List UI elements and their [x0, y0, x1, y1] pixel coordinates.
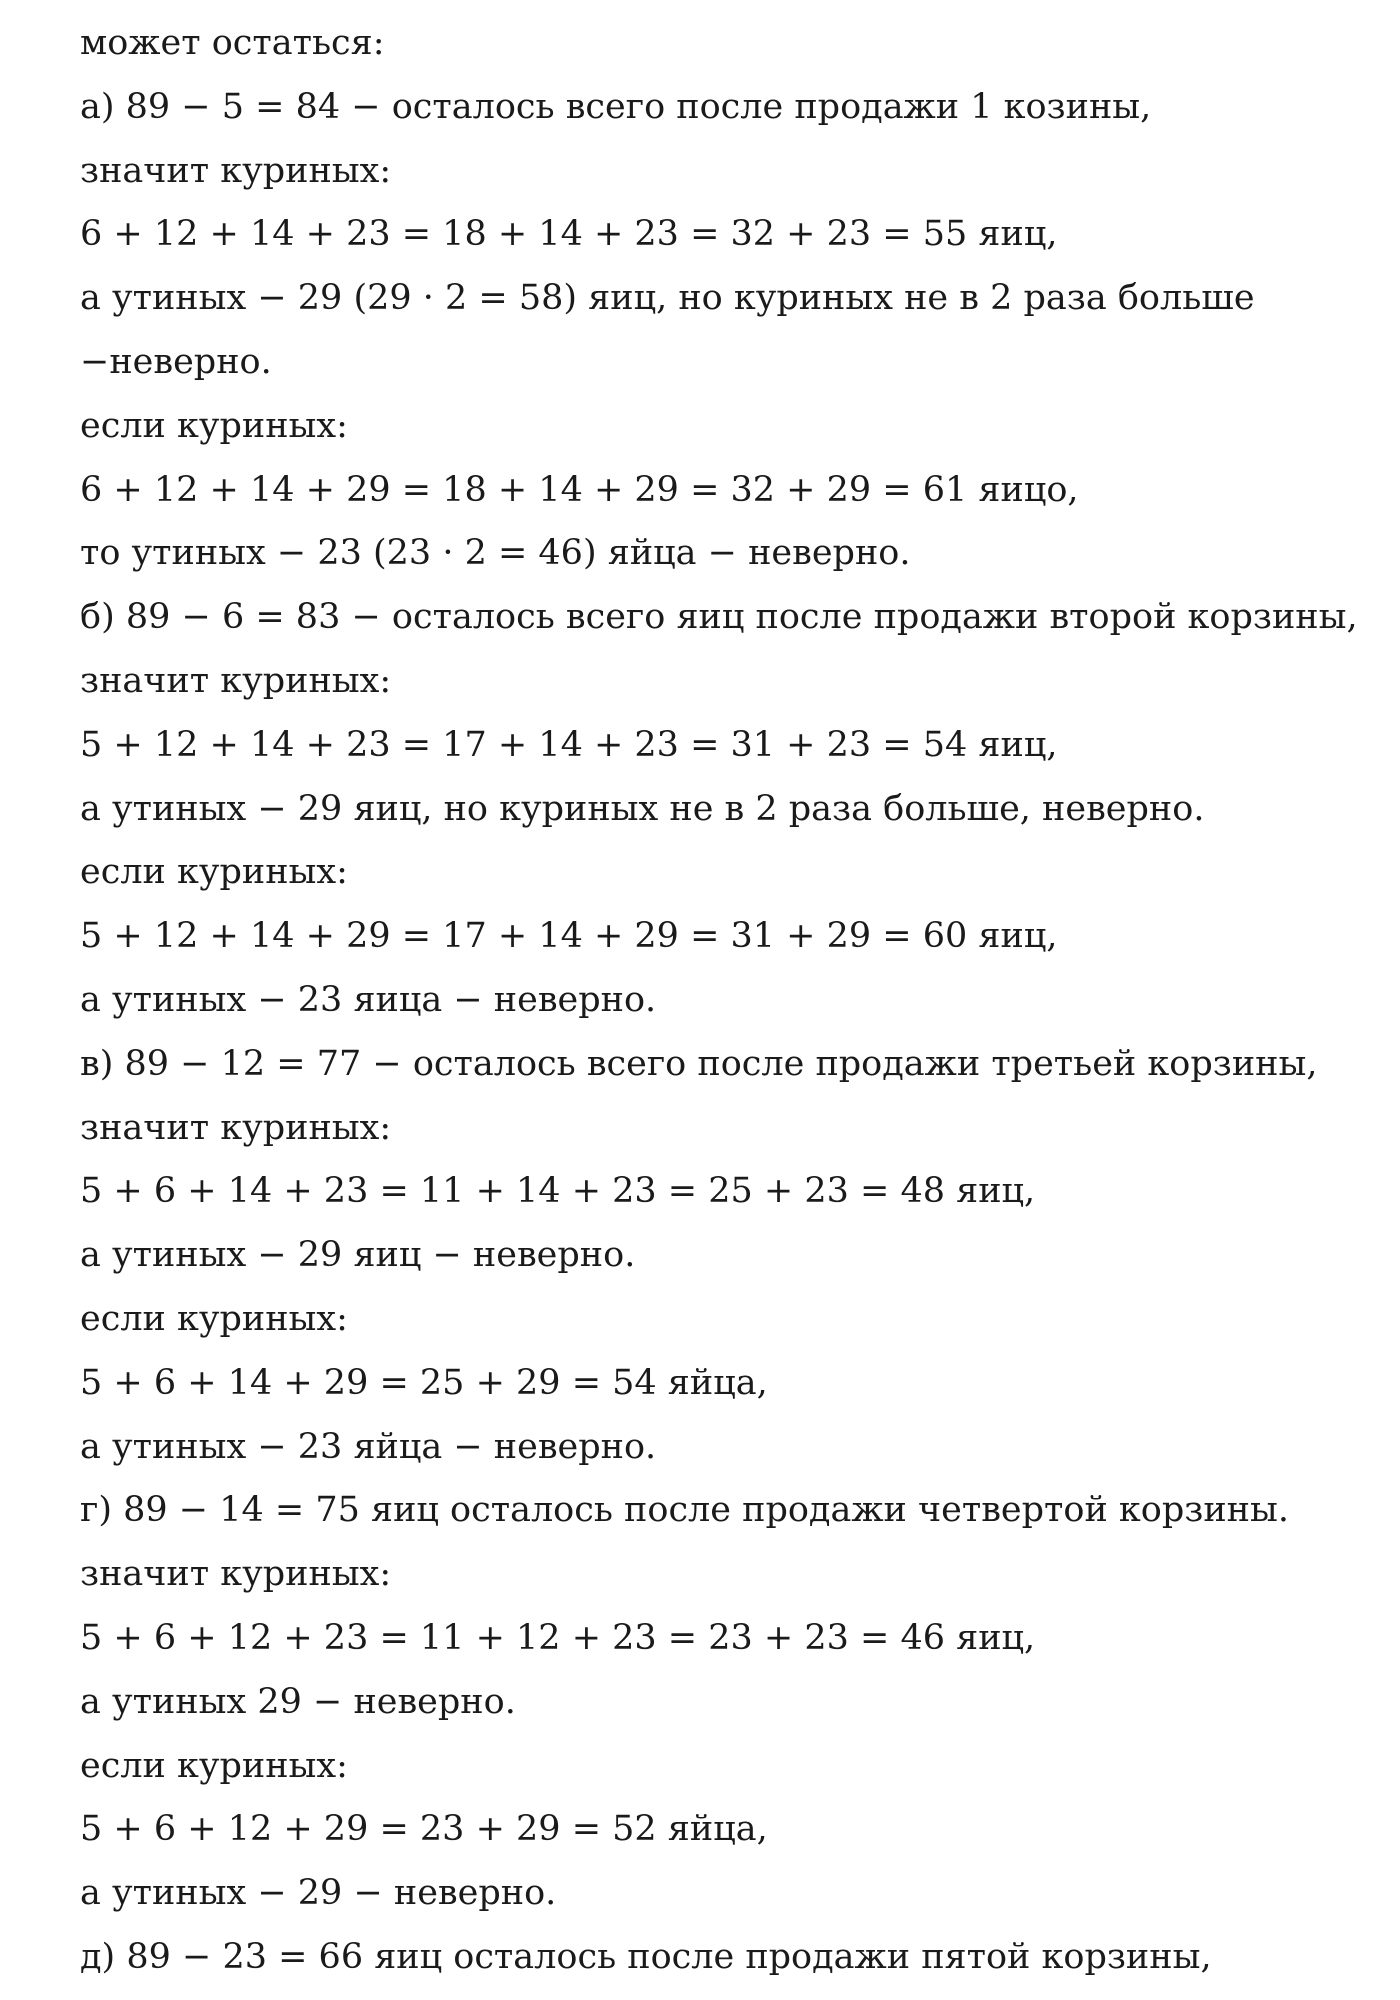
text-line: а утиных − 29 (29 · 2 = 58) яиц, но куриных не в 2 раза больше	[80, 278, 1255, 319]
text-line: в) 89 − 12 = 77 − осталось всего после продажи третьей корзины,	[80, 1043, 1318, 1084]
text-line: если куриных:	[80, 1745, 348, 1786]
text-line: если куриных:	[80, 852, 348, 893]
text-line: −неверно.	[80, 341, 272, 382]
text-line: значит куриных:	[80, 1107, 392, 1148]
text-line: значит куриных:	[80, 150, 392, 191]
text-line: если куриных:	[80, 405, 348, 446]
text-line: может остаться:	[80, 23, 385, 63]
text-line: значит куриных:	[80, 660, 392, 701]
text-line: если куриных:	[80, 1298, 348, 1339]
text-line: то утиных − 23 (23 · 2 = 46) яйца − неверно.	[80, 533, 911, 574]
text-line: а утиных 29 − неверно.	[80, 1681, 516, 1722]
text-line: 5 + 12 + 14 + 23 = 17 + 14 + 23 = 31 + 23 = 54 яиц,	[80, 724, 1058, 765]
text-line: 6 + 12 + 14 + 29 = 18 + 14 + 29 = 32 + 29 = 61 яицо,	[80, 469, 1079, 510]
text-line: 6 + 12 + 14 + 23 = 18 + 14 + 23 = 32 + 23 = 55 яиц,	[80, 214, 1058, 255]
text-line: 5 + 6 + 14 + 29 = 25 + 29 = 54 яйца,	[80, 1362, 768, 1403]
text-line: а) 89 − 5 = 84 − осталось всего после продажи 1 козины,	[80, 86, 1152, 127]
text-line: 5 + 6 + 14 + 23 = 11 + 14 + 23 = 25 + 23 = 48 яиц,	[80, 1171, 1036, 1212]
text-line: а утиных − 23 яйца − неверно.	[80, 1426, 657, 1467]
text-line: 5 + 12 + 14 + 29 = 17 + 14 + 29 = 31 + 29 = 60 яиц,	[80, 916, 1058, 957]
text-line: г) 89 − 14 = 75 яиц осталось после продажи четвертой корзины.	[80, 1490, 1289, 1531]
text-line: 5 + 6 + 12 + 23 = 11 + 12 + 23 = 23 + 23 = 46 яиц,	[80, 1617, 1036, 1658]
text-line: а утиных − 29 − неверно.	[80, 1873, 557, 1914]
text-line: а утиных − 29 яиц − неверно.	[80, 1235, 636, 1276]
text-body	[80, 20, 1358, 1998]
text-line: а утиных − 29 яиц, но куриных не в 2 раза больше, неверно.	[80, 788, 1205, 829]
text-line: а утиных − 23 яица − неверно.	[80, 979, 657, 1020]
text-line: д) 89 − 23 = 66 яиц осталось после продажи пятой корзины,	[80, 1936, 1212, 1977]
text-line: б) 89 − 6 = 83 − осталось всего яиц после продажи второй корзины,	[80, 597, 1358, 638]
text-line: значит куриных:	[80, 1554, 392, 1595]
text-line: 5 + 6 + 12 + 29 = 23 + 29 = 52 яйца,	[80, 1809, 768, 1850]
